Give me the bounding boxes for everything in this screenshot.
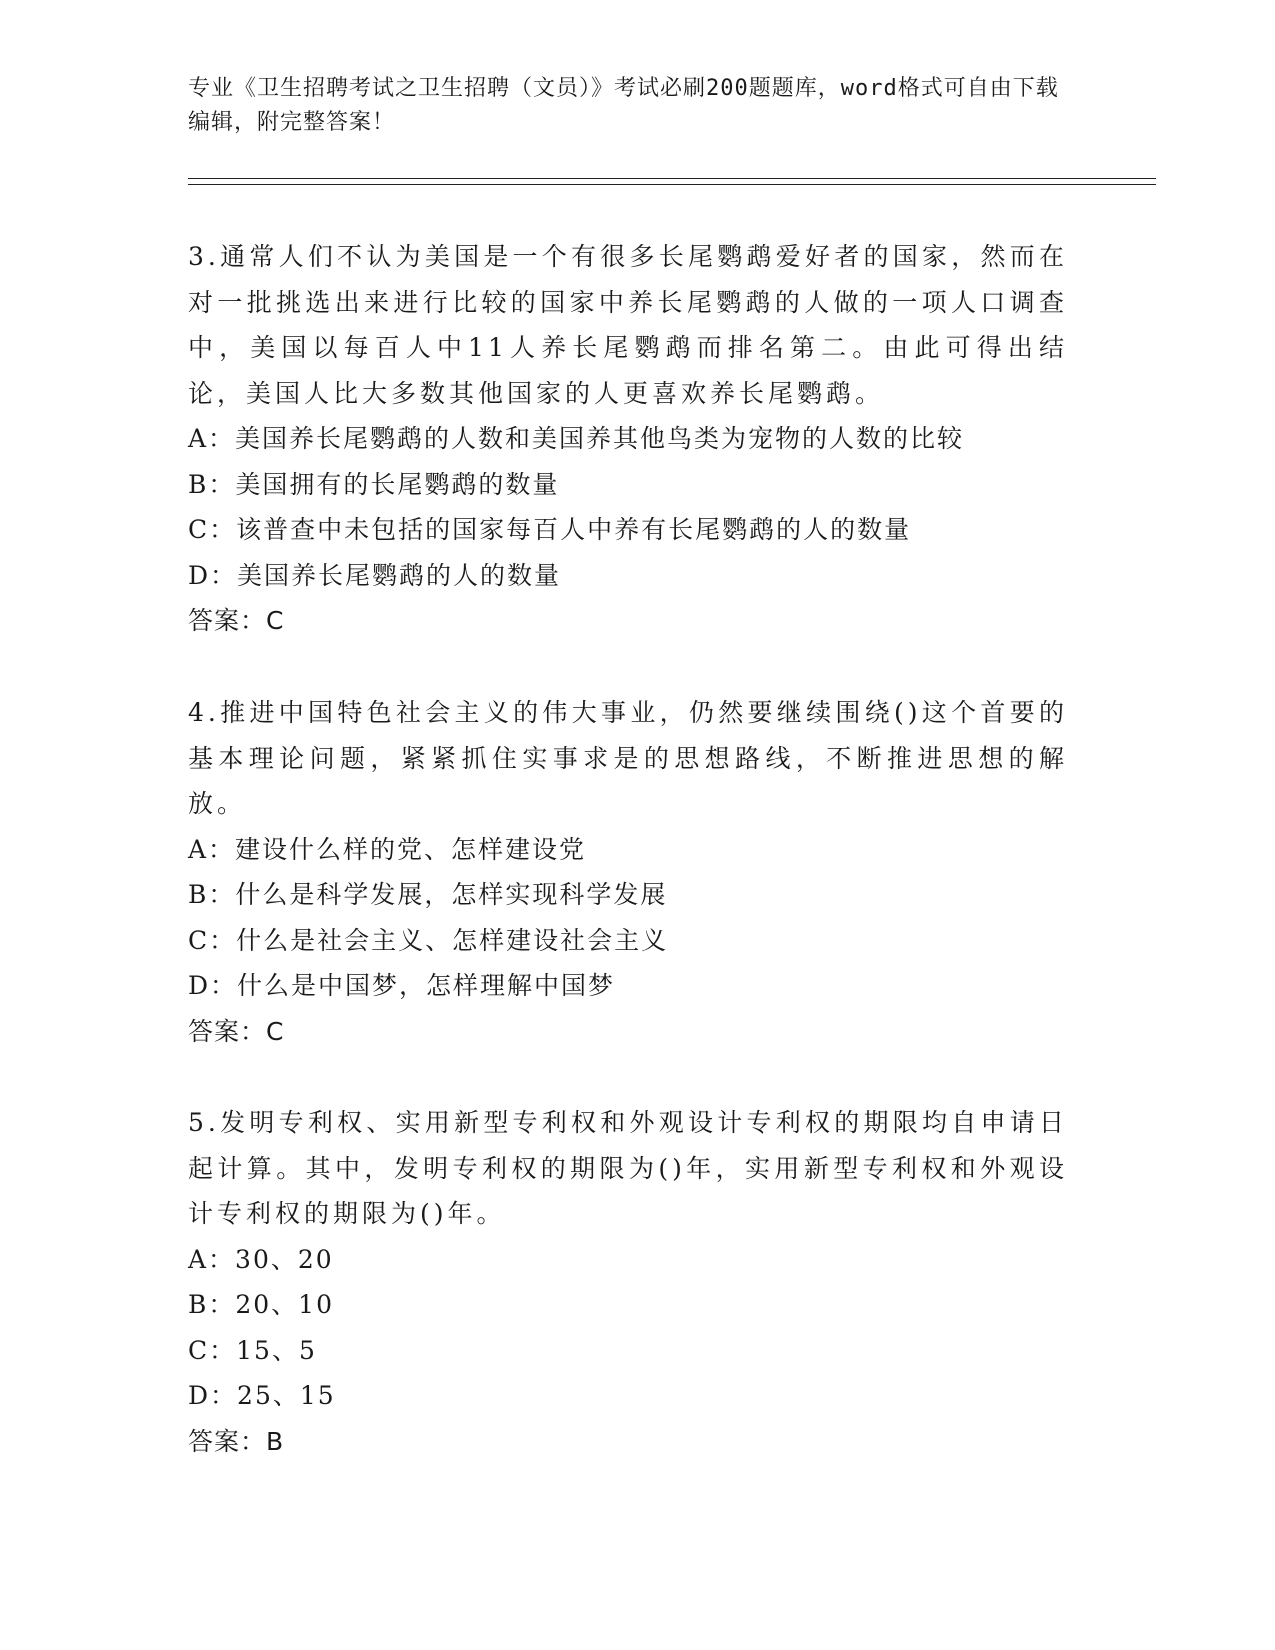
answer: 答案：C (188, 606, 285, 635)
document-header: 专业《卫生招聘考试之卫生招聘（文员）》考试必刷200题题库，word格式可自由下载编辑，附完整答案！ (188, 76, 1059, 135)
option-c: C：该普查中未包括的国家每百人中养有长尾鹦鹉的人的数量 (188, 515, 912, 544)
question-3 (188, 234, 1068, 644)
header-divider-bottom (188, 184, 1156, 185)
question-stem: 5.发明专利权、实用新型专利权和外观设计专利权的期限均自申请日起计算。其中，发明专利权的期限为()年，实用新型专利权和外观设计专利权的期限为()年。 (188, 1108, 1068, 1228)
question-4 (188, 690, 1068, 1054)
option-b: B：什么是科学发展，怎样实现科学发展 (188, 880, 668, 909)
option-b: B：美国拥有的长尾鹦鹉的数量 (188, 469, 560, 499)
question-stem: 4.推进中国特色社会主义的伟大事业，仍然要继续围绕()这个首要的基本理论问题，紧紧抓住实事求是的思想路线，不断推进思想的解放。 (188, 698, 1068, 818)
option-d: D：25、15 (188, 1381, 336, 1410)
option-d: D：什么是中国梦，怎样理解中国梦 (188, 971, 616, 1000)
question-stem: 3.通常人们不认为美国是一个有很多长尾鹦鹉爱好者的国家，然而在对一批挑选出来进行比较的国家中养长尾鹦鹉的人做的一项人口调查中，美国以每百人中11人养长尾鹦鹉而排名第二。由此可得出结论，美国人比大多数其他国家的人更喜欢养长尾鹦鹉。 (188, 242, 1068, 408)
option-a: A：美国养长尾鹦鹉的人数和美国养其他鸟类为宠物的人数的比较 (188, 424, 965, 453)
option-d: D：美国养长尾鹦鹉的人的数量 (188, 560, 562, 590)
option-c: C：什么是社会主义、怎样建设社会主义 (188, 925, 669, 955)
option-b: B：20、10 (188, 1290, 334, 1319)
answer: 答案：B (188, 1426, 285, 1456)
header-divider-top (188, 178, 1156, 179)
question-5 (188, 1100, 1068, 1464)
option-c: C：15、5 (188, 1335, 317, 1365)
option-a: A：30、20 (188, 1244, 334, 1274)
answer: 答案：C (188, 1016, 285, 1046)
option-a: A：建设什么样的党、怎样建设党 (188, 834, 587, 864)
